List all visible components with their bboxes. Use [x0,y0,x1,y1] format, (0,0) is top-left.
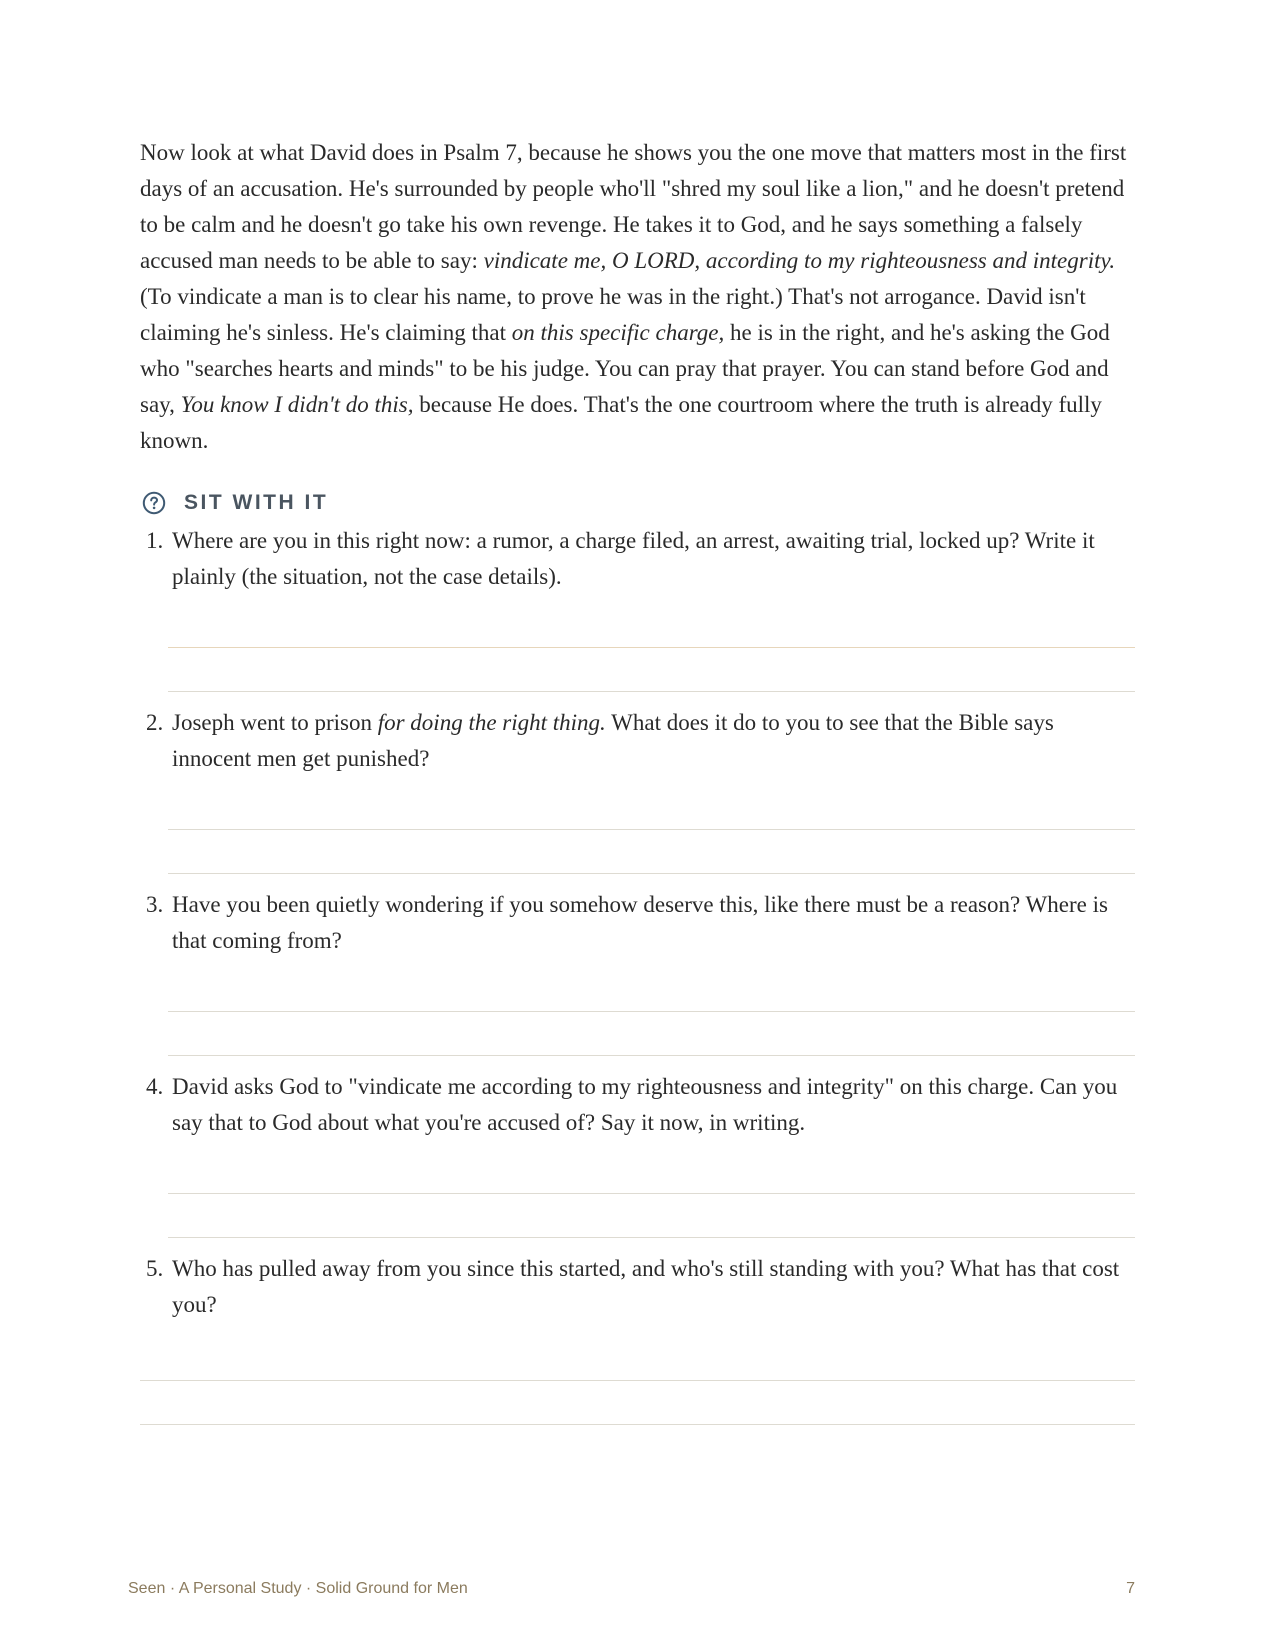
question-text: Where are you in this right now: a rumor, a charge filed, an arrest, awaiting trial, locked up? Write it plainly (the situation, not the case details). [172,528,1095,589]
answer-line[interactable] [168,691,1135,692]
footer-title: Seen · A Personal Study · Solid Ground for Men [128,1580,468,1597]
question-item [140,887,1135,1069]
intro-text: Now look at what David does in Psalm 7, because he shows you the one move that matters most in the first days of an accusation. He's surrounded by people who'll "shred my soul like a lion," and he doesn't pretend to be calm and he doesn't go take his own revenge. He takes it to God, and he says something a falsely accused man needs to be able to say: [140,140,1127,273]
question-number: 5. [146,1256,164,1281]
page-number: 7 [1126,1580,1135,1597]
answer-lines[interactable] [140,595,1135,705]
answer-line[interactable] [168,1011,1135,1012]
question-item [140,705,1135,887]
answer-line[interactable] [140,1380,1135,1381]
intro-text: (To vindicate a man is to clear his name, to prove he was in the right.) That's not arrogance. David isn't claiming he's sinless. He's claiming that [140,284,1086,345]
page-content [140,135,1135,1443]
question-item [140,1251,1135,1443]
answer-line[interactable] [168,647,1135,648]
answer-line[interactable] [140,1424,1135,1425]
question-number: 2. [146,710,164,735]
intro-emphasis: vindicate me, O LORD, according to my righteousness and integrity. [483,248,1116,273]
question-text: Have you been quietly wondering if you somehow deserve this, like there must be a reason? Where is that coming from? [172,892,1108,953]
question-text: Joseph went to prison for doing the right thing. What does it do to you to see that the Bible says innocent men get punished? [172,710,1054,771]
intro-emphasis: You know I didn't do this, [180,392,414,417]
section-heading [140,483,1135,523]
intro-paragraph [140,135,1135,459]
page-footer [128,1580,1135,1598]
answer-lines[interactable] [140,1141,1135,1251]
question-number: 4. [146,1074,164,1099]
intro-text: because He does. That's the one courtroom where the truth is already fully known. [140,392,1102,453]
answer-lines[interactable] [140,1323,1135,1443]
answer-line[interactable] [168,1237,1135,1238]
answer-line[interactable] [168,873,1135,874]
question-circle-icon [142,491,166,515]
question-text: David asks God to "vindicate me according to my righteousness and integrity" on this charge. Can you say that to God about what you're accused of? Say it now, in writing. [172,1074,1118,1135]
question-list [140,523,1135,1443]
answer-lines[interactable] [140,777,1135,887]
question-item [140,523,1135,705]
section-title: SIT WITH IT [184,491,329,514]
question-item [140,1069,1135,1251]
question-emphasis: for doing the right thing. [377,710,606,735]
question-number: 1. [146,528,164,553]
question-number: 3. [146,892,164,917]
intro-text: he is in the right, and he's asking the God who "searches hearts and minds" to be his judge. You can pray that prayer. You can stand before God and say, [140,320,1110,417]
answer-lines[interactable] [140,959,1135,1069]
answer-line[interactable] [168,1193,1135,1194]
question-text: Who has pulled away from you since this started, and who's still standing with you? What has that cost you? [172,1256,1120,1317]
intro-emphasis: on this specific charge, [511,320,725,345]
answer-line[interactable] [168,829,1135,830]
answer-line[interactable] [168,1055,1135,1056]
